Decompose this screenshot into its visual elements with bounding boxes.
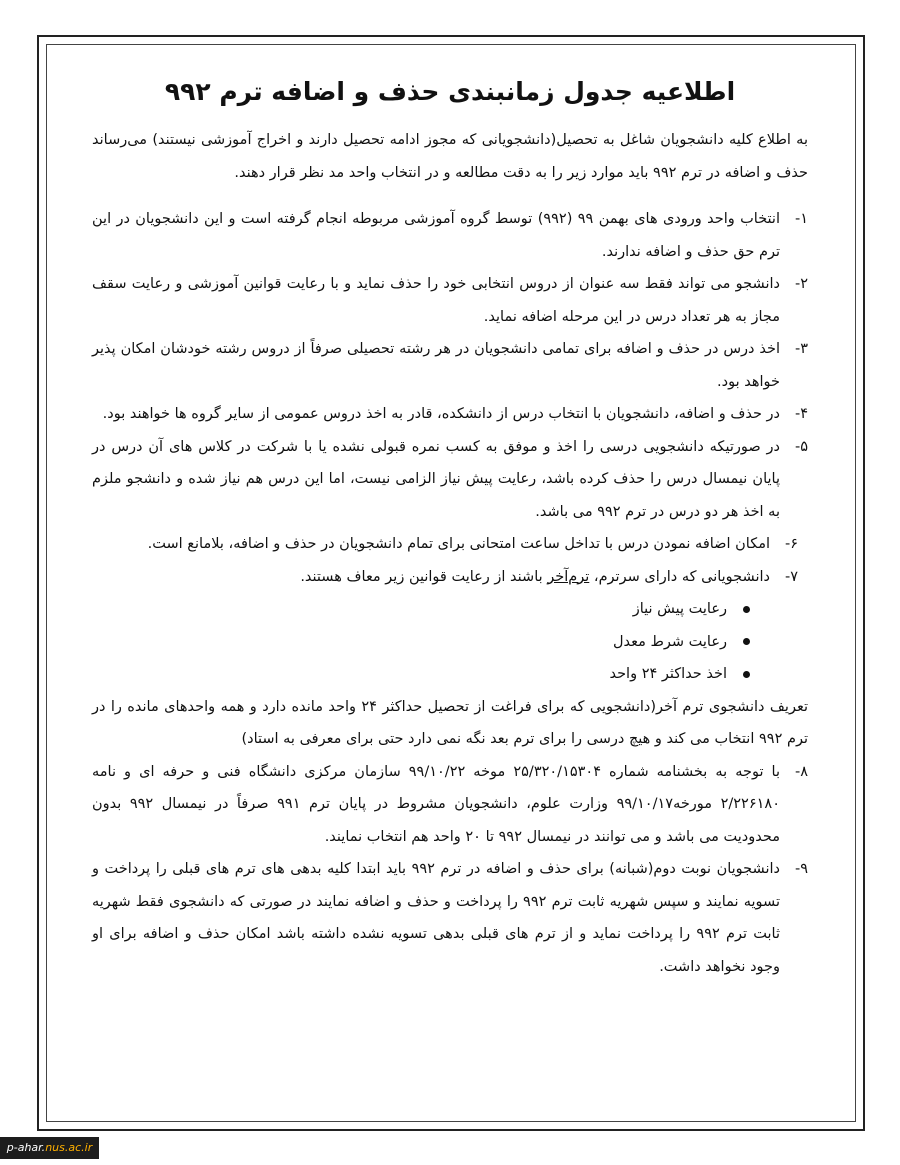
item-number: ۳- [794,341,808,357]
item-number: ۴- [794,406,808,422]
bullet-text: رعایت شرط معدل [612,633,727,650]
item-number: ۹- [794,861,808,877]
list-item-3 [92,333,808,398]
list-item-2 [92,268,808,333]
exemptions-list [92,593,808,691]
item-text: دانشجو می تواند فقط سه عنوان از دروس انتخابی خود را حذف نماید و با رعایت قوانین آموزشی و رعایت سقف مجاز به هر تعداد درس در این مرحله اضافه نماید. [92,276,780,325]
item-text: دانشجویان نوبت دوم(شبانه) برای حذف و اضافه در ترم ۹۹۲ باید ابتدا کلیه بدهی های ترم های قبلی را پرداخت و تسویه نمایند و سپس شهریه ثابت ترم ۹۹۲ را پرداخت و حذف و اضافه نمایند در صورتی که دانشجوی فقط شهریه ثابت ترم ۹۹۲ را پرداخت نماید و از ترم های قبلی بدهی تسویه نشده داشته باشد امکان حذف و اضافه برای او وجود نخواهد داشت. [92,861,781,975]
list-item-8 [92,756,808,854]
item-text: در حذف و اضافه، دانشجویان با انتخاب درس از دانشکده، قادر به اخذ دروس عمومی از سایر گروه ها خواهند بود. [102,406,780,422]
watermark-prefix: p-ahar. [6,1141,46,1154]
bullet-dot-icon [743,638,750,645]
item7-text-before: دانشجویانی که دارای سرترم، [589,568,770,585]
bullet-item [92,658,750,691]
item-text: با توجه به بخشنامه شماره ۲۵/۳۲۰/۱۵۳۰۴ موخه ۹۹/۱۰/۲۲ سازمان مرکزی دانشگاه فنی و حرفه ای و نامه ۲/۲۲۶۱۸۰ مورخه۹۹/۱۰/۱۷ وزارت علوم، دانشجویان مشروط در پایان ترم ۹۹۱ صرفاً در نیمسال ۹۹۲ بدون محدودیت می باشد و می توانند در نیمسال ۹۹۲ تا ۲۰ واحد هم انتخاب نمایند. [92,763,780,845]
definition-paragraph: تعریف دانشجوی ترم آخر(دانشجویی که برای فراغت از تحصیل حداکثر ۲۴ واحد مانده دارد و همه واحدهای مانده را در ترم ۹۹۲ انتخاب می کند و هیچ درسی را برای ترم بعد نگه نمی دارد حتی برای معرفی به استاد) [92,698,808,747]
bullet-item [92,626,750,659]
list-item-7 [92,561,808,594]
item7-text-after: باشند از رعایت قوانین زیر معاف هستند. [300,568,548,585]
bullet-item [92,593,750,626]
rules-list-continued [92,756,808,984]
list-item-4 [92,398,808,431]
document-body [92,70,808,983]
bullet-dot-icon [743,606,750,613]
item-number: ۲- [794,276,808,292]
item-number: ۸- [794,763,808,780]
item-number: ۶- [784,536,798,552]
item-text: انتخاب واحد ورودی های بهمن ۹۹ (۹۹۲) توسط گروه آموزشی مربوطه انجام گرفته است و این دانشجویان در این ترم حق حذف و اضافه ندارند. [92,211,780,260]
item-text: در صورتیکه دانشجویی درسی را اخذ و موفق به کسب نمره قبولی نشده یا با شرکت در کلاس های آن درس در پایان نیمسال درس را حذف کرده باشد، رعایت پیش نیاز الزامی نیست، اما این درس هم نیاز شده و دانشجو ملزم به اخذ هر دو درس در ترم ۹۹۲ می باشد. [92,438,780,520]
intro-paragraph: به اطلاع کلیه دانشجویان شاغل به تحصیل(دانشجویانی که مجوز ادامه تحصیل دارند و اخراج آموزشی نیستند) می‌رساند حذف و اضافه در ترم ۹۹۲ باید موارد زیر را به دقت مطالعه و در انتخاب واحد مد نظر قرار دهند. [92,132,808,181]
item-number: ۷- [784,568,798,585]
item-text [92,561,770,594]
item7-underlined-term: ترم‌آخر [547,568,590,585]
item-number: ۵- [794,438,808,455]
rules-list [92,203,808,593]
item-text: اخذ درس در حذف و اضافه برای تمامی دانشجویان در هر رشته تحصیلی صرفاً از دروس رشته خودشان امکان پذیر خواهد بود. [92,341,780,390]
watermark-accent: nus.ac.ir [45,1141,93,1154]
list-item-1 [92,203,808,268]
bullet-text: رعایت پیش نیاز [632,601,727,617]
item-number: ۱- [794,211,808,227]
bullet-dot-icon [743,671,750,678]
bullet-text: اخذ حداکثر ۲۴ واحد [609,666,727,682]
item-text: امکان اضافه نمودن درس با تداخل ساعت امتحانی برای تمام دانشجویان در حذف و اضافه، بلامانع است. [147,536,770,552]
list-item-6 [92,528,808,561]
site-watermark [0,1137,99,1159]
list-item-9 [92,853,808,983]
list-item-5 [92,431,808,529]
page-title: اطلاعیه جدول زمانبندی حذف و اضافه ترم ۹۹۲ [164,77,736,106]
